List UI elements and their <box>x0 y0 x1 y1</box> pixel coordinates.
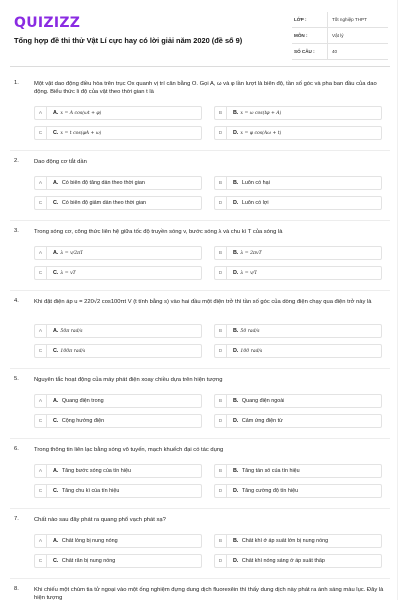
option-b[interactable] <box>214 106 382 120</box>
option-label: C. <box>53 418 59 424</box>
question-text: Một vật dao động điều hòa trên trục Ox quanh vị trí cân bằng O. Gọi A, ω và φ lần lượt là biên độ, tần số góc và pha ban đầu của dao động. Biểu thức li độ của vật theo thời gian t là <box>34 81 377 96</box>
option-c[interactable] <box>34 484 202 498</box>
option-text: 100π rad/s <box>60 349 86 354</box>
option-label: A. <box>53 180 59 186</box>
option-a[interactable] <box>34 534 202 548</box>
option-label: D. <box>233 488 239 494</box>
meta-value: 40 <box>332 49 338 54</box>
option-a[interactable] <box>34 176 202 190</box>
option-letter: A <box>35 107 47 119</box>
option-letter: C <box>35 345 47 357</box>
option-c[interactable] <box>34 126 202 140</box>
question-divider <box>10 220 390 221</box>
option-a[interactable] <box>34 106 202 120</box>
option-label: A. <box>53 538 59 544</box>
option-a[interactable] <box>34 246 202 260</box>
meta-label: LỚP : <box>292 12 328 27</box>
question-text: Khi chiếu một chùm tia tử ngoại vào một ống nghiệm đựng dung dịch fluorexêin thì thấy dung dịch này phát ra ánh sáng màu lục. Đây là hiện tượng <box>34 587 384 600</box>
option-text: Chất khí nóng sáng ở áp suất thấp <box>241 558 325 564</box>
option-label: D. <box>233 418 239 424</box>
page-title: Tổng hợp đề thi thử Vật Lí cực hay có lời giải năm 2020 (đề số 9) <box>14 36 243 45</box>
header-divider <box>10 66 390 67</box>
option-letter: A <box>35 395 47 407</box>
meta-value: Tốt nghiệp THPT <box>332 17 367 22</box>
option-text: Cảm ứng điện từ <box>241 418 283 424</box>
option-d[interactable] <box>214 126 382 140</box>
option-text: Quang điện trong <box>61 398 104 404</box>
quizizz-logo[interactable]: QUIZIZZ <box>14 15 81 31</box>
option-label: B. <box>233 250 239 256</box>
question-divider <box>10 150 390 151</box>
option-d[interactable] <box>214 554 382 568</box>
option-d[interactable] <box>214 196 382 210</box>
option-letter: B <box>215 325 227 337</box>
header <box>0 0 400 64</box>
option-c[interactable] <box>34 554 202 568</box>
question-number: 1. <box>14 80 19 86</box>
option-label: D. <box>233 348 239 354</box>
question-divider <box>10 368 390 369</box>
option-text: x = φ cos(Aω + t) <box>240 131 282 136</box>
question-number: 8. <box>14 586 19 592</box>
meta-row-subject <box>292 28 388 44</box>
option-label: D. <box>233 558 239 564</box>
option-text: Chất khí ở áp suất lớn bị nung nóng <box>241 538 329 544</box>
option-label: D. <box>233 200 239 206</box>
option-letter: C <box>35 485 47 497</box>
option-d[interactable] <box>214 414 382 428</box>
option-text: x = t cos(φA + ω) <box>60 131 102 136</box>
option-label: D. <box>233 270 239 276</box>
option-letter: D <box>215 345 227 357</box>
option-letter: A <box>35 325 47 337</box>
option-text: Tăng chu kì của tín hiệu <box>61 488 120 494</box>
option-b[interactable] <box>214 246 382 260</box>
option-text: λ = vT <box>60 271 76 276</box>
option-text: Luôn có hại <box>241 180 270 186</box>
option-text: Có biên độ giảm dần theo thời gian <box>61 200 147 206</box>
option-a[interactable] <box>34 394 202 408</box>
meta-row-count <box>292 44 388 60</box>
option-d[interactable] <box>214 344 382 358</box>
option-letter: B <box>215 395 227 407</box>
option-label: B. <box>233 468 239 474</box>
option-text: 100 rad/s <box>240 349 263 354</box>
option-label: D. <box>233 130 239 136</box>
option-text: Chất lỏng bị nung nóng <box>61 538 118 544</box>
option-text: Luôn có lợi <box>241 200 269 206</box>
question-divider <box>10 438 390 439</box>
option-text: λ = v/T <box>240 271 258 276</box>
option-label: B. <box>233 398 239 404</box>
option-label: A. <box>53 250 59 256</box>
option-letter: D <box>215 267 227 279</box>
question-number: 2. <box>14 158 19 164</box>
option-text: λ = 2πvT <box>240 251 262 256</box>
option-label: C. <box>53 488 59 494</box>
option-label: B. <box>233 538 239 544</box>
question-number: 4. <box>14 298 19 304</box>
option-letter: C <box>35 127 47 139</box>
option-text: Chất rắn bị nung nóng <box>61 558 116 564</box>
meta-label: SỐ CÂU : <box>292 44 328 59</box>
question-text: Khi đặt điện áp u = 220√2 cos100πt V (t tính bằng s) vào hai đầu một điện trở thì tần số góc của dòng điện chạy qua điện trở này là <box>34 299 372 305</box>
question-number: 6. <box>14 446 19 452</box>
question-text: Trong thông tin liên lạc bằng sóng vô tuyến, mạch khuếch đại có tác dụng <box>34 447 224 453</box>
option-c[interactable] <box>34 414 202 428</box>
option-label: B. <box>233 180 239 186</box>
option-b[interactable] <box>214 394 382 408</box>
option-text: Tăng tần số của tín hiệu <box>241 468 300 474</box>
option-a[interactable] <box>34 464 202 478</box>
option-letter: D <box>215 415 227 427</box>
option-text: Quang điện ngoài <box>241 398 285 404</box>
page-edge <box>397 0 398 600</box>
question-text: Dao động cơ tắt dần <box>34 159 87 165</box>
option-d[interactable] <box>214 484 382 498</box>
option-letter: B <box>215 177 227 189</box>
option-letter: C <box>35 197 47 209</box>
meta-value: Vật lý <box>332 33 344 38</box>
option-letter: D <box>215 197 227 209</box>
option-d[interactable] <box>214 266 382 280</box>
option-label: A. <box>53 398 59 404</box>
option-text: x = A cos(ωt + φ) <box>60 111 102 116</box>
option-letter: B <box>215 535 227 547</box>
option-a[interactable] <box>34 324 202 338</box>
option-text: Tăng bước sóng của tín hiệu <box>61 468 131 474</box>
option-b[interactable] <box>214 176 382 190</box>
option-label: C. <box>53 270 59 276</box>
option-text: Cộng hưởng điện <box>61 418 105 424</box>
option-b[interactable] <box>214 464 382 478</box>
question-divider <box>10 290 390 291</box>
option-letter: A <box>35 465 47 477</box>
option-text: λ = v/2πT <box>60 251 84 256</box>
option-label: C. <box>53 200 59 206</box>
option-letter: C <box>35 415 47 427</box>
meta-row-class <box>292 12 388 28</box>
question-number: 3. <box>14 228 19 234</box>
option-text: Có biên độ tăng dần theo thời gian <box>61 180 145 186</box>
option-label: C. <box>53 558 59 564</box>
option-letter: C <box>35 267 47 279</box>
option-letter: B <box>215 465 227 477</box>
option-letter: D <box>215 127 227 139</box>
option-label: A. <box>53 328 59 334</box>
option-text: 50π rad/s <box>60 329 83 334</box>
option-label: B. <box>233 110 239 116</box>
option-label: B. <box>233 328 239 334</box>
question-text: Trong sóng cơ, công thức liên hệ giữa tốc độ truyền sóng v, bước sóng λ và chu kì T của sóng là <box>34 229 283 235</box>
option-c[interactable] <box>34 344 202 358</box>
option-b[interactable] <box>214 534 382 548</box>
option-text: 50 rad/s <box>240 329 260 334</box>
question-text: Nguyên tắc hoạt động của máy phát điện xoay chiều dựa trên hiện tượng <box>34 377 223 383</box>
question-divider <box>10 508 390 509</box>
meta-table <box>292 12 388 60</box>
option-letter: B <box>215 107 227 119</box>
question-text: Chất nào sau đây phát ra quang phổ vạch phát xạ? <box>34 517 166 523</box>
option-label: A. <box>53 110 59 116</box>
option-label: C. <box>53 130 59 136</box>
option-letter: A <box>35 535 47 547</box>
option-label: A. <box>53 468 59 474</box>
option-c[interactable] <box>34 196 202 210</box>
option-c[interactable] <box>34 266 202 280</box>
option-letter: A <box>35 247 47 259</box>
option-b[interactable] <box>214 324 382 338</box>
option-letter: A <box>35 177 47 189</box>
option-text: x = ω cos(tφ + A) <box>240 111 282 116</box>
option-letter: C <box>35 555 47 567</box>
option-letter: B <box>215 247 227 259</box>
question-number: 7. <box>14 516 19 522</box>
question-divider <box>10 578 390 579</box>
option-label: C. <box>53 348 59 354</box>
option-letter: D <box>215 485 227 497</box>
question-number: 5. <box>14 376 19 382</box>
option-text: Tăng cường độ tín hiệu <box>241 488 299 494</box>
meta-label: MÔN : <box>292 28 328 43</box>
option-letter: D <box>215 555 227 567</box>
